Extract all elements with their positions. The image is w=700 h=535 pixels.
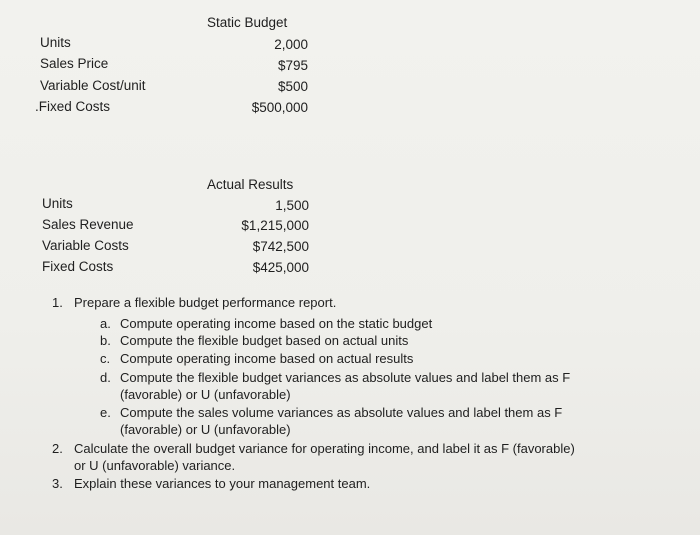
actual-sales-revenue-value: $1,215,000 <box>241 218 309 233</box>
instruction-number: a. <box>100 316 111 331</box>
static-budget-heading: Static Budget <box>207 15 288 30</box>
instruction-text: Explain these variances to your management team. <box>74 476 371 491</box>
actual-variable-costs-value: $742,500 <box>252 239 309 254</box>
instruction-text: Compute operating income based on actual results <box>120 351 414 366</box>
actual-fixed-costs-label: Fixed Costs <box>42 259 114 274</box>
instruction-text: Compute the sales volume variances as absolute values and label them as F <box>120 405 563 420</box>
static-units-label: Units <box>40 35 71 50</box>
instruction-text: Compute the flexible budget based on actual units <box>120 333 409 348</box>
instruction-number: 3. <box>52 476 63 491</box>
static-fixed-costs-value: $500,000 <box>251 100 308 115</box>
actual-units-value: 1,500 <box>275 198 309 213</box>
static-sales-price-value: $795 <box>277 58 308 73</box>
static-units-value: 2,000 <box>274 37 308 52</box>
static-variable-cost-value: $500 <box>277 79 308 94</box>
static-sales-price-label: Sales Price <box>40 56 109 71</box>
actual-fixed-costs-value: $425,000 <box>252 260 309 275</box>
actual-variable-costs-label: Variable Costs <box>42 238 129 253</box>
instruction-text: Compute the flexible budget variances as absolute values and label them as F <box>120 370 571 385</box>
instruction-text-continued: (favorable) or U (unfavorable) <box>120 387 291 402</box>
instruction-text: Compute operating income based on the static budget <box>120 316 433 331</box>
instruction-number: d. <box>100 370 111 385</box>
static-variable-cost-label: Variable Cost/unit <box>40 78 146 93</box>
static-fixed-costs-label: .Fixed Costs <box>35 99 111 114</box>
instruction-number: e. <box>100 405 111 420</box>
instruction-text: Prepare a flexible budget performance report. <box>74 295 337 310</box>
instruction-number: c. <box>100 351 111 366</box>
instruction-number: 1. <box>52 295 63 310</box>
actual-units-label: Units <box>42 196 73 211</box>
instruction-number: b. <box>100 333 111 348</box>
instruction-text-continued: (favorable) or U (unfavorable) <box>120 422 291 437</box>
instruction-number: 2. <box>52 441 63 456</box>
instruction-text-continued: or U (unfavorable) variance. <box>74 458 236 473</box>
instruction-text: Calculate the overall budget variance for operating income, and label it as F (favorable) <box>74 441 575 456</box>
actual-results-heading: Actual Results <box>207 177 294 192</box>
actual-sales-revenue-label: Sales Revenue <box>42 217 134 232</box>
